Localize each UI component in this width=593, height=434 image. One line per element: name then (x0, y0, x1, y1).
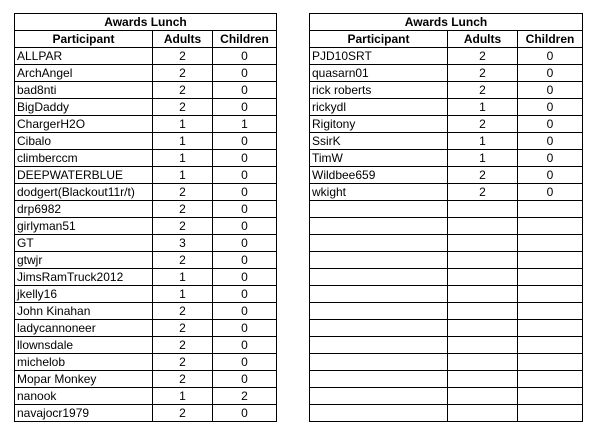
table-row (310, 150, 583, 167)
children-cell: 0 (213, 252, 277, 269)
adults-cell: 2 (153, 371, 213, 388)
children-cell: 0 (518, 65, 583, 82)
adults-cell: 1 (448, 99, 518, 116)
table-row (310, 303, 583, 320)
participant-cell (310, 252, 448, 269)
children-cell: 0 (213, 48, 277, 65)
adults-cell: 2 (153, 48, 213, 65)
participant-cell: ladycannoneer (15, 320, 153, 337)
table-row (15, 133, 277, 150)
children-cell: 0 (213, 303, 277, 320)
children-cell (518, 320, 583, 337)
participant-cell (310, 354, 448, 371)
children-cell: 0 (213, 354, 277, 371)
participant-cell: michelob (15, 354, 153, 371)
table-row (310, 167, 583, 184)
children-cell (518, 388, 583, 405)
children-cell: 0 (518, 167, 583, 184)
adults-cell: 1 (153, 167, 213, 184)
children-cell: 0 (213, 99, 277, 116)
table-row (15, 99, 277, 116)
table-row (310, 133, 583, 150)
adults-cell: 2 (448, 82, 518, 99)
participant-cell: GT (15, 235, 153, 252)
adults-cell (448, 354, 518, 371)
adults-cell: 1 (153, 388, 213, 405)
table-row (310, 337, 583, 354)
table-row (310, 48, 583, 65)
participant-cell: quasarn01 (310, 65, 448, 82)
table-row (310, 252, 583, 269)
children-cell: 1 (213, 116, 277, 133)
adults-cell: 2 (153, 218, 213, 235)
children-cell: 0 (213, 320, 277, 337)
children-cell: 0 (213, 218, 277, 235)
participant-cell: Mopar Monkey (15, 371, 153, 388)
participant-cell: Rigitony (310, 116, 448, 133)
table-row (15, 337, 277, 354)
adults-cell: 2 (448, 65, 518, 82)
adults-cell: 2 (153, 252, 213, 269)
participant-cell: PJD10SRT (310, 48, 448, 65)
participant-cell: nanook (15, 388, 153, 405)
participant-cell (310, 218, 448, 235)
table-row (15, 82, 277, 99)
adults-cell: 2 (153, 201, 213, 218)
table-row (310, 82, 583, 99)
table-row (15, 116, 277, 133)
participant-cell: Wildbee659 (310, 167, 448, 184)
children-cell: 0 (213, 167, 277, 184)
children-cell (518, 405, 583, 422)
participant-cell: wkight (310, 184, 448, 201)
column-header-adults: Adults (448, 31, 518, 48)
children-cell: 0 (213, 405, 277, 422)
children-cell: 0 (213, 133, 277, 150)
adults-cell: 2 (153, 303, 213, 320)
table-row (15, 184, 277, 201)
table-row (15, 354, 277, 371)
children-cell: 0 (518, 99, 583, 116)
children-cell: 0 (518, 116, 583, 133)
children-cell: 0 (518, 133, 583, 150)
participant-cell: jkelly16 (15, 286, 153, 303)
participant-cell: bad8nti (15, 82, 153, 99)
adults-cell: 2 (153, 337, 213, 354)
participant-cell: Cibalo (15, 133, 153, 150)
table-row (310, 184, 583, 201)
participant-cell: SsirK (310, 133, 448, 150)
table-row (15, 371, 277, 388)
adults-cell: 1 (153, 150, 213, 167)
children-cell: 0 (213, 65, 277, 82)
participant-cell: BigDaddy (15, 99, 153, 116)
children-cell: 0 (518, 184, 583, 201)
adults-cell (448, 286, 518, 303)
table-row (15, 286, 277, 303)
participant-cell (310, 405, 448, 422)
children-cell: 0 (213, 82, 277, 99)
children-cell: 2 (213, 388, 277, 405)
children-cell: 0 (213, 235, 277, 252)
participant-cell: John Kinahan (15, 303, 153, 320)
participant-cell (310, 286, 448, 303)
adults-cell (448, 218, 518, 235)
children-cell: 0 (213, 286, 277, 303)
adults-cell: 2 (448, 167, 518, 184)
adults-cell: 2 (153, 354, 213, 371)
adults-cell: 1 (448, 150, 518, 167)
adults-cell: 1 (448, 133, 518, 150)
participant-cell (310, 303, 448, 320)
adults-cell: 2 (153, 65, 213, 82)
children-cell: 0 (213, 150, 277, 167)
children-cell (518, 303, 583, 320)
table-row (310, 201, 583, 218)
table-row (15, 405, 277, 422)
table-row (310, 235, 583, 252)
table-title: Awards Lunch (15, 14, 277, 31)
adults-cell: 1 (153, 269, 213, 286)
children-cell: 0 (518, 48, 583, 65)
adults-cell (448, 320, 518, 337)
participant-cell: navajocr1979 (15, 405, 153, 422)
children-cell: 0 (213, 337, 277, 354)
participant-cell: ALLPAR (15, 48, 153, 65)
participant-cell: JimsRamTruck2012 (15, 269, 153, 286)
adults-cell (448, 388, 518, 405)
children-cell: 0 (518, 82, 583, 99)
participant-cell: ArchAngel (15, 65, 153, 82)
adults-cell: 2 (448, 48, 518, 65)
table-row (310, 116, 583, 133)
adults-cell: 2 (153, 320, 213, 337)
participant-cell: dodgert(Blackout11r/t) (15, 184, 153, 201)
children-cell: 0 (213, 269, 277, 286)
participant-cell: climberccm (15, 150, 153, 167)
participant-cell (310, 371, 448, 388)
table-row (310, 286, 583, 303)
adults-cell: 3 (153, 235, 213, 252)
participant-cell: rickydl (310, 99, 448, 116)
table-row (15, 201, 277, 218)
children-cell (518, 337, 583, 354)
adults-cell: 2 (448, 184, 518, 201)
children-cell (518, 235, 583, 252)
children-cell: 0 (213, 201, 277, 218)
adults-cell: 1 (153, 116, 213, 133)
table-row (15, 252, 277, 269)
participant-cell: TimW (310, 150, 448, 167)
participant-cell (310, 269, 448, 286)
table-row (15, 269, 277, 286)
table-row (310, 269, 583, 286)
table-row (310, 354, 583, 371)
children-cell (518, 286, 583, 303)
children-cell: 0 (518, 150, 583, 167)
table-row (15, 65, 277, 82)
adults-cell: 2 (153, 82, 213, 99)
children-cell (518, 201, 583, 218)
table-row (310, 65, 583, 82)
participant-cell (310, 320, 448, 337)
adults-cell: 2 (153, 99, 213, 116)
adults-cell: 1 (153, 286, 213, 303)
adults-cell (448, 303, 518, 320)
participant-cell: rick roberts (310, 82, 448, 99)
table-row (15, 388, 277, 405)
adults-cell: 1 (153, 133, 213, 150)
table-row (310, 320, 583, 337)
children-cell (518, 269, 583, 286)
adults-cell: 2 (153, 405, 213, 422)
table-row (15, 48, 277, 65)
right-table (309, 13, 583, 422)
column-header-children: Children (213, 31, 277, 48)
children-cell (518, 252, 583, 269)
adults-cell (448, 252, 518, 269)
participant-cell: llownsdale (15, 337, 153, 354)
adults-cell: 2 (153, 184, 213, 201)
children-cell (518, 218, 583, 235)
adults-cell (448, 235, 518, 252)
participant-cell (310, 337, 448, 354)
left-table (14, 13, 277, 422)
table-row (15, 235, 277, 252)
participant-cell (310, 201, 448, 218)
adults-cell (448, 201, 518, 218)
participant-cell (310, 235, 448, 252)
table-row (15, 303, 277, 320)
participant-cell: drp6982 (15, 201, 153, 218)
adults-cell (448, 405, 518, 422)
children-cell (518, 371, 583, 388)
children-cell (518, 354, 583, 371)
table-row (310, 405, 583, 422)
table-row (310, 388, 583, 405)
participant-cell (310, 388, 448, 405)
column-header-participant: Participant (310, 31, 448, 48)
adults-cell (448, 371, 518, 388)
table-row (310, 99, 583, 116)
participant-cell: girlyman51 (15, 218, 153, 235)
table-row (15, 218, 277, 235)
table-row (310, 218, 583, 235)
children-cell: 0 (213, 371, 277, 388)
column-header-participant: Participant (15, 31, 153, 48)
table-row (15, 150, 277, 167)
adults-cell (448, 269, 518, 286)
table-row (15, 167, 277, 184)
participant-cell: DEEPWATERBLUE (15, 167, 153, 184)
participant-cell: gtwjr (15, 252, 153, 269)
column-header-adults: Adults (153, 31, 213, 48)
column-header-children: Children (518, 31, 583, 48)
table-title: Awards Lunch (310, 14, 583, 31)
participant-cell: ChargerH2O (15, 116, 153, 133)
table-row (310, 371, 583, 388)
children-cell: 0 (213, 184, 277, 201)
adults-cell (448, 337, 518, 354)
adults-cell: 2 (448, 116, 518, 133)
table-row (15, 320, 277, 337)
